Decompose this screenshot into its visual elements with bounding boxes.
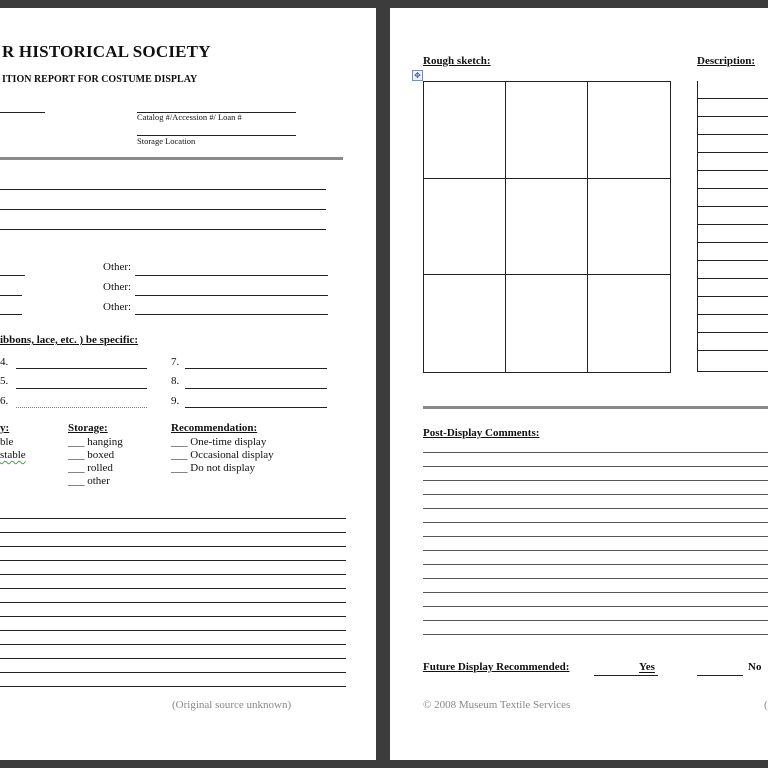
trim-line[interactable] bbox=[185, 368, 327, 369]
trim-number: 7. bbox=[171, 356, 180, 368]
sketch-cell[interactable] bbox=[506, 275, 588, 372]
comment-line[interactable] bbox=[0, 630, 346, 631]
description-box[interactable] bbox=[697, 81, 768, 372]
sketch-cell[interactable] bbox=[424, 275, 506, 372]
sketch-cell[interactable] bbox=[424, 82, 506, 179]
trim-line[interactable] bbox=[16, 401, 147, 408]
storage-heading: Storage: bbox=[68, 422, 108, 434]
comment-line[interactable] bbox=[423, 452, 768, 453]
comment-line[interactable] bbox=[423, 466, 768, 467]
trim-number: 9. bbox=[171, 395, 180, 407]
description-line[interactable] bbox=[697, 314, 768, 315]
comment-line[interactable] bbox=[0, 658, 346, 659]
trim-number: 6. bbox=[0, 395, 9, 407]
comment-line[interactable] bbox=[423, 634, 768, 635]
comment-line[interactable] bbox=[0, 518, 346, 519]
report-subtitle: ITION REPORT FOR COSTUME DISPLAY bbox=[2, 74, 198, 85]
description-line[interactable] bbox=[697, 134, 768, 135]
description-line[interactable] bbox=[697, 206, 768, 207]
comment-line[interactable] bbox=[423, 480, 768, 481]
desc-line[interactable] bbox=[0, 209, 326, 210]
future-display-label: Future Display Recommended: bbox=[423, 661, 570, 673]
left-page bbox=[0, 8, 376, 760]
no-label[interactable]: No bbox=[748, 661, 762, 673]
comment-line[interactable] bbox=[423, 592, 768, 593]
other-line[interactable] bbox=[135, 275, 328, 276]
trim-number: 8. bbox=[171, 375, 180, 387]
comment-line[interactable] bbox=[423, 522, 768, 523]
comment-line[interactable] bbox=[0, 602, 346, 603]
sketch-heading: Rough sketch: bbox=[423, 55, 491, 67]
sketch-grid[interactable] bbox=[423, 81, 671, 373]
sketch-cell[interactable] bbox=[588, 275, 670, 372]
description-line[interactable] bbox=[697, 260, 768, 261]
comment-line[interactable] bbox=[0, 644, 346, 645]
fill-line[interactable] bbox=[0, 275, 25, 276]
description-line[interactable] bbox=[697, 242, 768, 243]
sketch-cell[interactable] bbox=[506, 179, 588, 276]
other-line[interactable] bbox=[135, 314, 328, 315]
description-line[interactable] bbox=[697, 278, 768, 279]
other-line[interactable] bbox=[135, 295, 328, 296]
trim-line[interactable] bbox=[16, 368, 147, 369]
society-title: R HISTORICAL SOCIETY bbox=[2, 42, 211, 61]
description-line[interactable] bbox=[697, 296, 768, 297]
storage-option-hanging[interactable]: ___ hanging bbox=[68, 436, 123, 448]
sketch-cell[interactable] bbox=[588, 82, 670, 179]
comment-line[interactable] bbox=[423, 564, 768, 565]
comment-line[interactable] bbox=[423, 620, 768, 621]
trim-number: 5. bbox=[0, 375, 9, 387]
trim-number: 4. bbox=[0, 356, 9, 368]
storage-option-rolled[interactable]: ___ rolled bbox=[68, 462, 113, 474]
comment-line[interactable] bbox=[0, 560, 346, 561]
desc-line[interactable] bbox=[0, 229, 326, 230]
comment-line[interactable] bbox=[0, 686, 346, 687]
trim-line[interactable] bbox=[16, 388, 147, 389]
description-line[interactable] bbox=[697, 350, 768, 351]
trim-line[interactable] bbox=[185, 388, 327, 389]
fill-line[interactable] bbox=[0, 314, 22, 315]
right-page bbox=[390, 8, 768, 760]
recommendation-do-not[interactable]: ___ Do not display bbox=[171, 462, 256, 474]
stability-option[interactable]: ble bbox=[0, 436, 14, 448]
comment-line[interactable] bbox=[0, 616, 346, 617]
fill-line[interactable] bbox=[0, 295, 22, 296]
table-move-handle-icon[interactable]: ✥ bbox=[412, 70, 423, 81]
recommendation-one-time[interactable]: ___ One-time display bbox=[171, 436, 267, 448]
yes-label[interactable]: Yes bbox=[639, 661, 655, 673]
comment-line[interactable] bbox=[0, 672, 346, 673]
recommendation-occasional[interactable]: ___ Occasional display bbox=[171, 449, 274, 461]
copyright-footer-right: ( bbox=[764, 699, 768, 711]
sketch-cell[interactable] bbox=[588, 179, 670, 276]
comment-line[interactable] bbox=[423, 494, 768, 495]
other-label: Other: bbox=[103, 301, 132, 313]
other-label: Other: bbox=[103, 261, 132, 273]
catalog-label: Catalog #/Accession #/ Loan # bbox=[137, 112, 242, 122]
name-line[interactable] bbox=[0, 112, 45, 113]
description-line[interactable] bbox=[697, 116, 768, 117]
description-line[interactable] bbox=[697, 224, 768, 225]
section-divider bbox=[0, 157, 343, 160]
description-line[interactable] bbox=[697, 152, 768, 153]
post-display-heading: Post-Display Comments: bbox=[423, 427, 540, 439]
storage-option-other[interactable]: ___ other bbox=[68, 475, 110, 487]
description-line[interactable] bbox=[697, 170, 768, 171]
comment-line[interactable] bbox=[423, 550, 768, 551]
storage-location-label: Storage Location bbox=[137, 136, 196, 146]
no-blank[interactable] bbox=[697, 675, 743, 676]
comment-line[interactable] bbox=[423, 536, 768, 537]
stability-option[interactable]: stable bbox=[0, 449, 26, 461]
sketch-cell[interactable] bbox=[424, 179, 506, 276]
source-footer: (Original source unknown) bbox=[172, 699, 292, 711]
description-heading: Description: bbox=[697, 55, 756, 67]
stability-heading: y: bbox=[0, 422, 10, 434]
description-line[interactable] bbox=[697, 98, 768, 99]
comment-line[interactable] bbox=[423, 578, 768, 579]
copyright-footer: © 2008 Museum Textile Services bbox=[423, 699, 571, 711]
trim-heading: ibbons, lace, etc. ) be specific: bbox=[0, 334, 139, 346]
comment-line[interactable] bbox=[0, 546, 346, 547]
description-line[interactable] bbox=[697, 332, 768, 333]
other-label: Other: bbox=[103, 281, 132, 293]
comment-line[interactable] bbox=[0, 574, 346, 575]
desc-line[interactable] bbox=[0, 189, 326, 190]
yes-blank[interactable] bbox=[594, 675, 658, 676]
comment-line[interactable] bbox=[423, 606, 768, 607]
comment-line[interactable] bbox=[423, 508, 768, 509]
comment-line[interactable] bbox=[0, 532, 346, 533]
comment-line[interactable] bbox=[0, 588, 346, 589]
recommendation-heading: Recommendation: bbox=[171, 422, 258, 434]
sketch-cell[interactable] bbox=[506, 82, 588, 179]
section-divider bbox=[423, 406, 768, 409]
storage-option-boxed[interactable]: ___ boxed bbox=[68, 449, 115, 461]
trim-line[interactable] bbox=[185, 407, 327, 408]
description-line[interactable] bbox=[697, 188, 768, 189]
